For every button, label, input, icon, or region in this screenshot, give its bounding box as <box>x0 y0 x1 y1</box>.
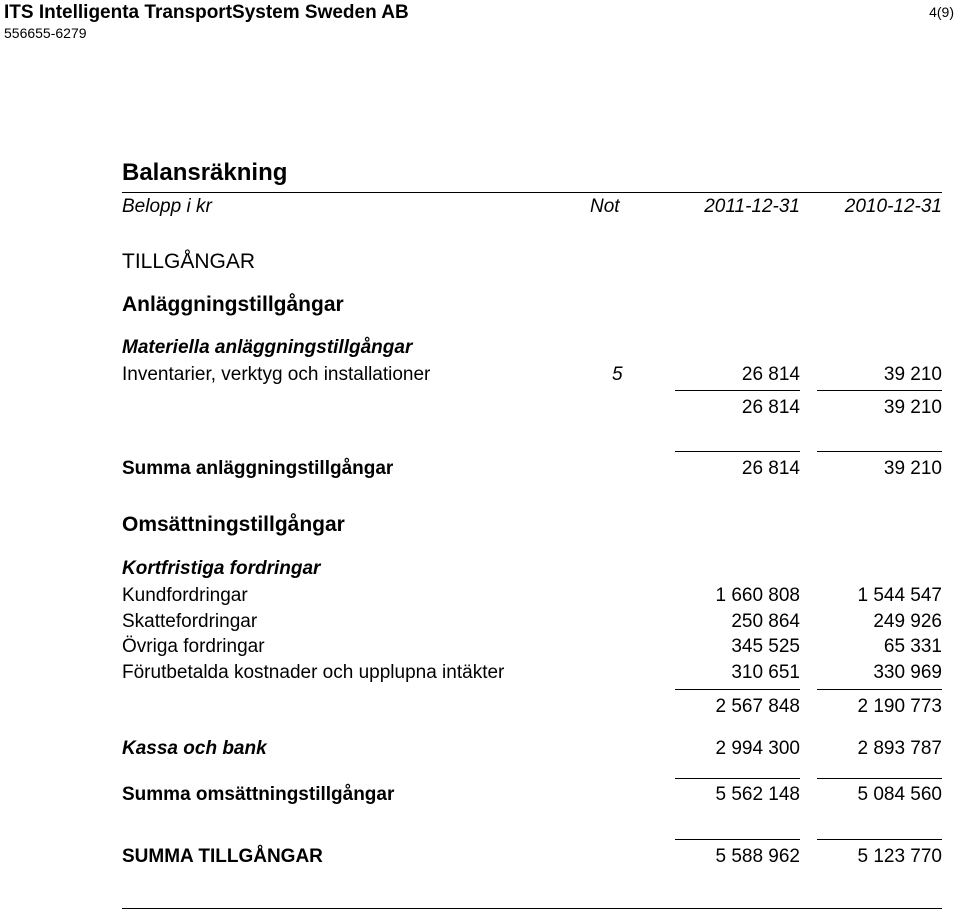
section-heading: TILLGÅNGAR <box>122 250 256 273</box>
table-row-summa-omsattning <box>122 784 942 808</box>
row-value-2011: 26 814 <box>741 397 800 418</box>
table-row-kortfristiga-sum <box>122 696 942 720</box>
row-value-2011: 2 567 848 <box>715 696 800 717</box>
table-row-summa-anlaggning <box>122 458 942 482</box>
subsection-materiella <box>122 337 942 361</box>
row-label: Skattefordringar <box>122 611 258 632</box>
row-label: Kundfordringar <box>122 585 248 606</box>
underline <box>675 778 800 779</box>
row-value-2010: 5 123 770 <box>857 846 942 867</box>
row-value-2010: 65 331 <box>883 636 942 657</box>
underline <box>817 451 942 452</box>
row-value-2010: 2 893 787 <box>857 738 942 759</box>
report-title: Balansräkning <box>122 159 288 186</box>
underline <box>817 390 942 391</box>
column-header-note: Not <box>590 196 620 217</box>
row-value-2011: 1 660 808 <box>715 585 800 606</box>
row-label: Förutbetalda kostnader och upplupna intäkter <box>122 662 505 683</box>
org-number: 556655-6279 <box>4 25 87 41</box>
row-label: Summa anläggningstillgångar <box>122 458 394 479</box>
row-value-2010: 2 190 773 <box>857 696 942 717</box>
underline <box>675 390 800 391</box>
table-row-inventarier <box>122 364 942 388</box>
row-value-2011: 2 994 300 <box>715 738 800 759</box>
row-value-2011: 26 814 <box>741 458 800 479</box>
section-heading: Omsättningstillgångar <box>122 513 345 536</box>
table-row-forutbetalda <box>122 662 942 686</box>
table-row-ovriga <box>122 636 942 660</box>
row-value-2010: 249 926 <box>873 611 942 632</box>
underline <box>675 689 800 690</box>
row-value-2010: 39 210 <box>883 364 942 385</box>
footer-rule <box>122 908 942 909</box>
row-value-2011: 5 562 148 <box>715 784 800 805</box>
row-value-2011: 5 588 962 <box>715 846 800 867</box>
section-tillgangar <box>122 250 942 274</box>
column-header-2010: 2010-12-31 <box>844 196 942 217</box>
row-label: Övriga fordringar <box>122 636 265 657</box>
section-anlaggning <box>122 293 942 317</box>
underline <box>817 839 942 840</box>
row-value-2011: 250 864 <box>731 611 800 632</box>
row-value-2010: 1 544 547 <box>857 585 942 606</box>
underline <box>675 451 800 452</box>
section-omsattning <box>122 513 942 537</box>
table-row-materiella-sum <box>122 397 942 421</box>
table-row-summa-tillgangar <box>122 846 942 870</box>
company-name: ITS Intelligenta TransportSystem Sweden AB <box>4 2 409 23</box>
row-value-2010: 39 210 <box>883 397 942 418</box>
row-note: 5 <box>612 364 623 385</box>
column-header-2011: 2011-12-31 <box>704 196 800 217</box>
row-label: Summa omsättningstillgångar <box>122 784 395 805</box>
row-value-2011: 310 651 <box>731 662 800 683</box>
subsection-heading: Materiella anläggningstillgångar <box>122 337 413 358</box>
subsection-kortfristiga <box>122 558 942 582</box>
table-row-kassa <box>122 738 942 762</box>
row-value-2010: 5 084 560 <box>857 784 942 805</box>
table-row-kundfordringar <box>122 585 942 609</box>
row-label: Inventarier, verktyg och installationer <box>122 364 431 385</box>
underline <box>675 839 800 840</box>
row-value-2011: 26 814 <box>741 364 800 385</box>
subsection-heading: Kortfristiga fordringar <box>122 558 321 579</box>
row-value-2011: 345 525 <box>731 636 800 657</box>
row-value-2010: 330 969 <box>873 662 942 683</box>
row-label: Kassa och bank <box>122 738 267 759</box>
table-row-skattefordringar <box>122 611 942 635</box>
row-label: SUMMA TILLGÅNGAR <box>122 846 323 867</box>
underline <box>817 689 942 690</box>
page-number: 4(9) <box>929 4 954 20</box>
section-heading: Anläggningstillgångar <box>122 293 344 316</box>
header-rule <box>122 192 942 193</box>
row-value-2010: 39 210 <box>883 458 942 479</box>
underline <box>817 778 942 779</box>
column-header-label: Belopp i kr <box>122 196 212 217</box>
